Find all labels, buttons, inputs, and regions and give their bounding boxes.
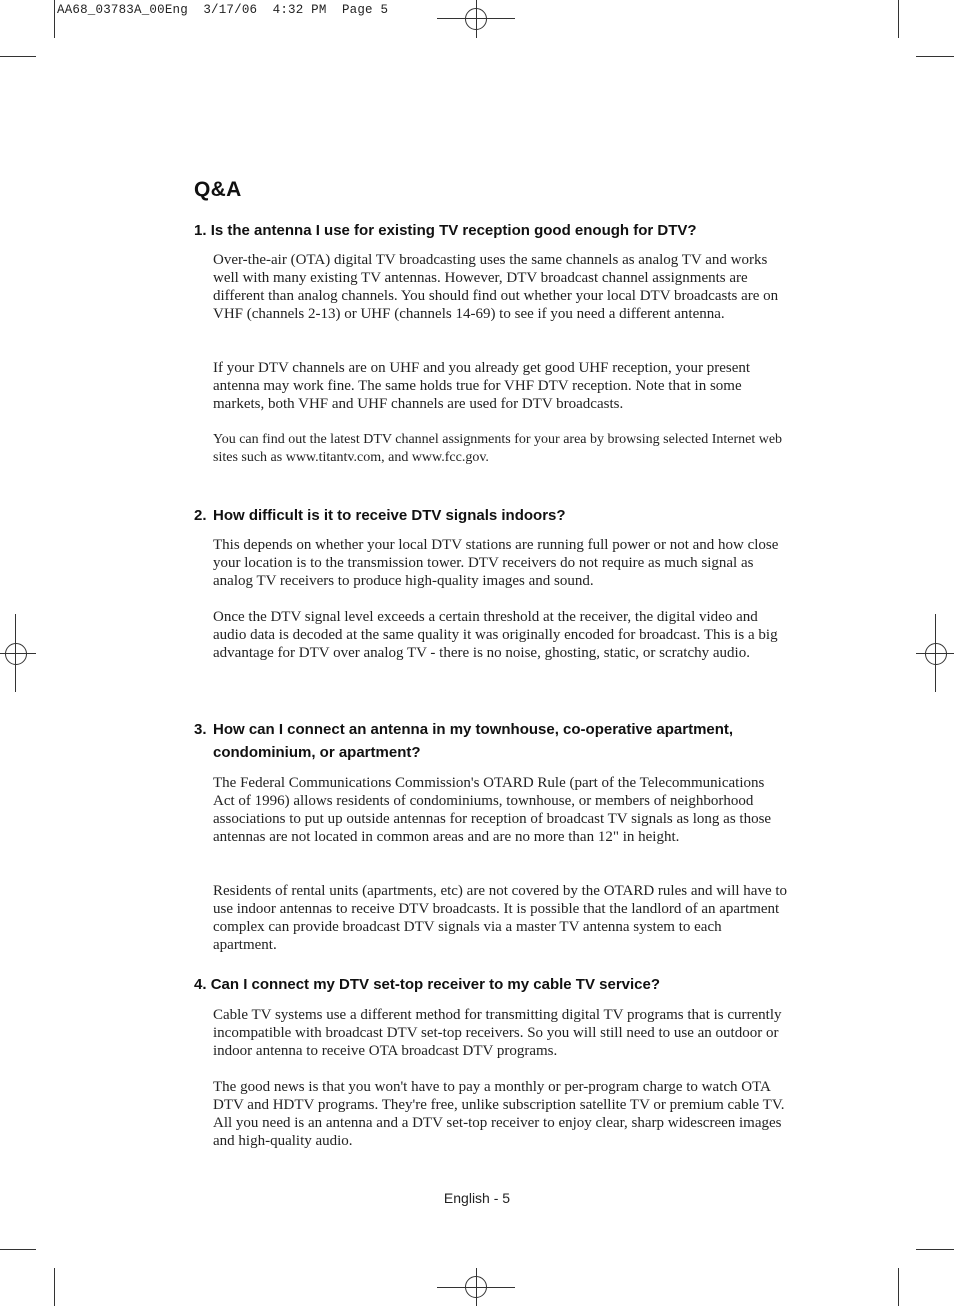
answer-paragraph: Residents of rental units (apartments, etc) are not covered by the OTARD rules and will have to use indoor antennas to receive DTV broadcasts. It is possible that the landlord of an apartment complex can provide broadcast DTV signals via a master TV antenna system to each apartment.: [213, 883, 788, 953]
answer-paragraph: The good news is that you won't have to pay a monthly or per-program charge to watch OTA DTV and HDTV programs. They're free, unlike subscription satellite TV or premium cable TV. All you need is an antenna and a DTV set-top receiver to enjoy clear, sharp widescreen images and high-quality audio.: [213, 1079, 785, 1149]
crop-mark: [0, 56, 36, 57]
question-text: Can I connect my DTV set-top receiver to my cable TV service?: [210, 976, 661, 993]
registration-mark-circle: [5, 643, 27, 665]
answer-paragraph: Cable TV systems use a different method for transmitting digital TV programs that is currently incompatible with broadcast DTV set-top receivers. So you will still need to use an outdoor or indoor antenna to receive OTA broadcast DTV programs.: [213, 1007, 782, 1059]
question-number: 3.: [194, 721, 207, 738]
question-number: 2.: [194, 507, 207, 524]
crop-mark: [916, 56, 954, 57]
print-slug: AA68_03783A_00Eng 3/17/06 4:32 PM Page 5: [57, 3, 389, 17]
answer-paragraph: You can find out the latest DTV channel assignments for your area by browsing selected Internet web sites such as www.titantv.com, and www.fcc.gov.: [213, 432, 783, 465]
crop-mark: [898, 1268, 899, 1306]
question-text: How can I connect an antenna in my townhouse, co-operative apartment, condominium, or apartment?: [213, 721, 734, 761]
answer-paragraph: This depends on whether your local DTV stations are running full power or not and how close your location is to the transmission tower. DTV receivers do not require as much signal as analog TV receivers to produce high-quality images and sound.: [213, 537, 779, 589]
registration-mark-circle: [465, 8, 487, 30]
answer-paragraph: Over-the-air (OTA) digital TV broadcasting uses the same channels as analog TV and works well with many existing TV antennas. However, DTV broadcast channel assignments are different than analog channels. You should find out whether your local DTV broadcasts are on VHF (channels 2-13) or UHF (channels 14-69) to see if you need a different antenna.: [213, 252, 779, 322]
answer-paragraph: Once the DTV signal level exceeds a certain threshold at the receiver, the digital video and audio data is decoded at the same quality it was originally encoded for broadcast. This is a big advantage for DTV over analog TV - there is no noise, ghosting, static, or scratchy audio.: [213, 609, 778, 661]
crop-mark: [54, 0, 55, 38]
question-2-heading: [194, 504, 794, 527]
registration-mark-circle: [465, 1276, 487, 1298]
crop-mark: [898, 0, 899, 38]
question-4-heading: [194, 973, 794, 996]
page-number: English - 5: [443, 1190, 511, 1206]
question-number: 1.: [194, 222, 207, 239]
page-title: Q&A: [194, 178, 242, 201]
question-text: How difficult is it to receive DTV signals indoors?: [213, 507, 566, 524]
question-3-heading: [194, 718, 794, 764]
registration-mark-circle: [925, 643, 947, 665]
answer-paragraph: The Federal Communications Commission's OTARD Rule (part of the Telecommunications Act of 1996) allows residents of condominiums, townhouse, or members of neighborhood associations to put up outside antennas for reception of broadcast TV signals as long as those antennas are not located in common areas and are no more than 12" in height.: [213, 775, 772, 845]
question-1-heading: [194, 219, 794, 242]
question-text: Is the antenna I use for existing TV reception good enough for DTV?: [210, 222, 697, 239]
crop-mark: [916, 1249, 954, 1250]
crop-mark: [54, 1268, 55, 1306]
question-number: 4.: [194, 976, 207, 993]
crop-mark: [0, 1249, 36, 1250]
answer-paragraph: If your DTV channels are on UHF and you already get good UHF reception, your present antenna may work fine. The same holds true for VHF DTV reception. Note that in some markets, both VHF and UHF channels are used for DTV broadcasts.: [213, 360, 751, 412]
